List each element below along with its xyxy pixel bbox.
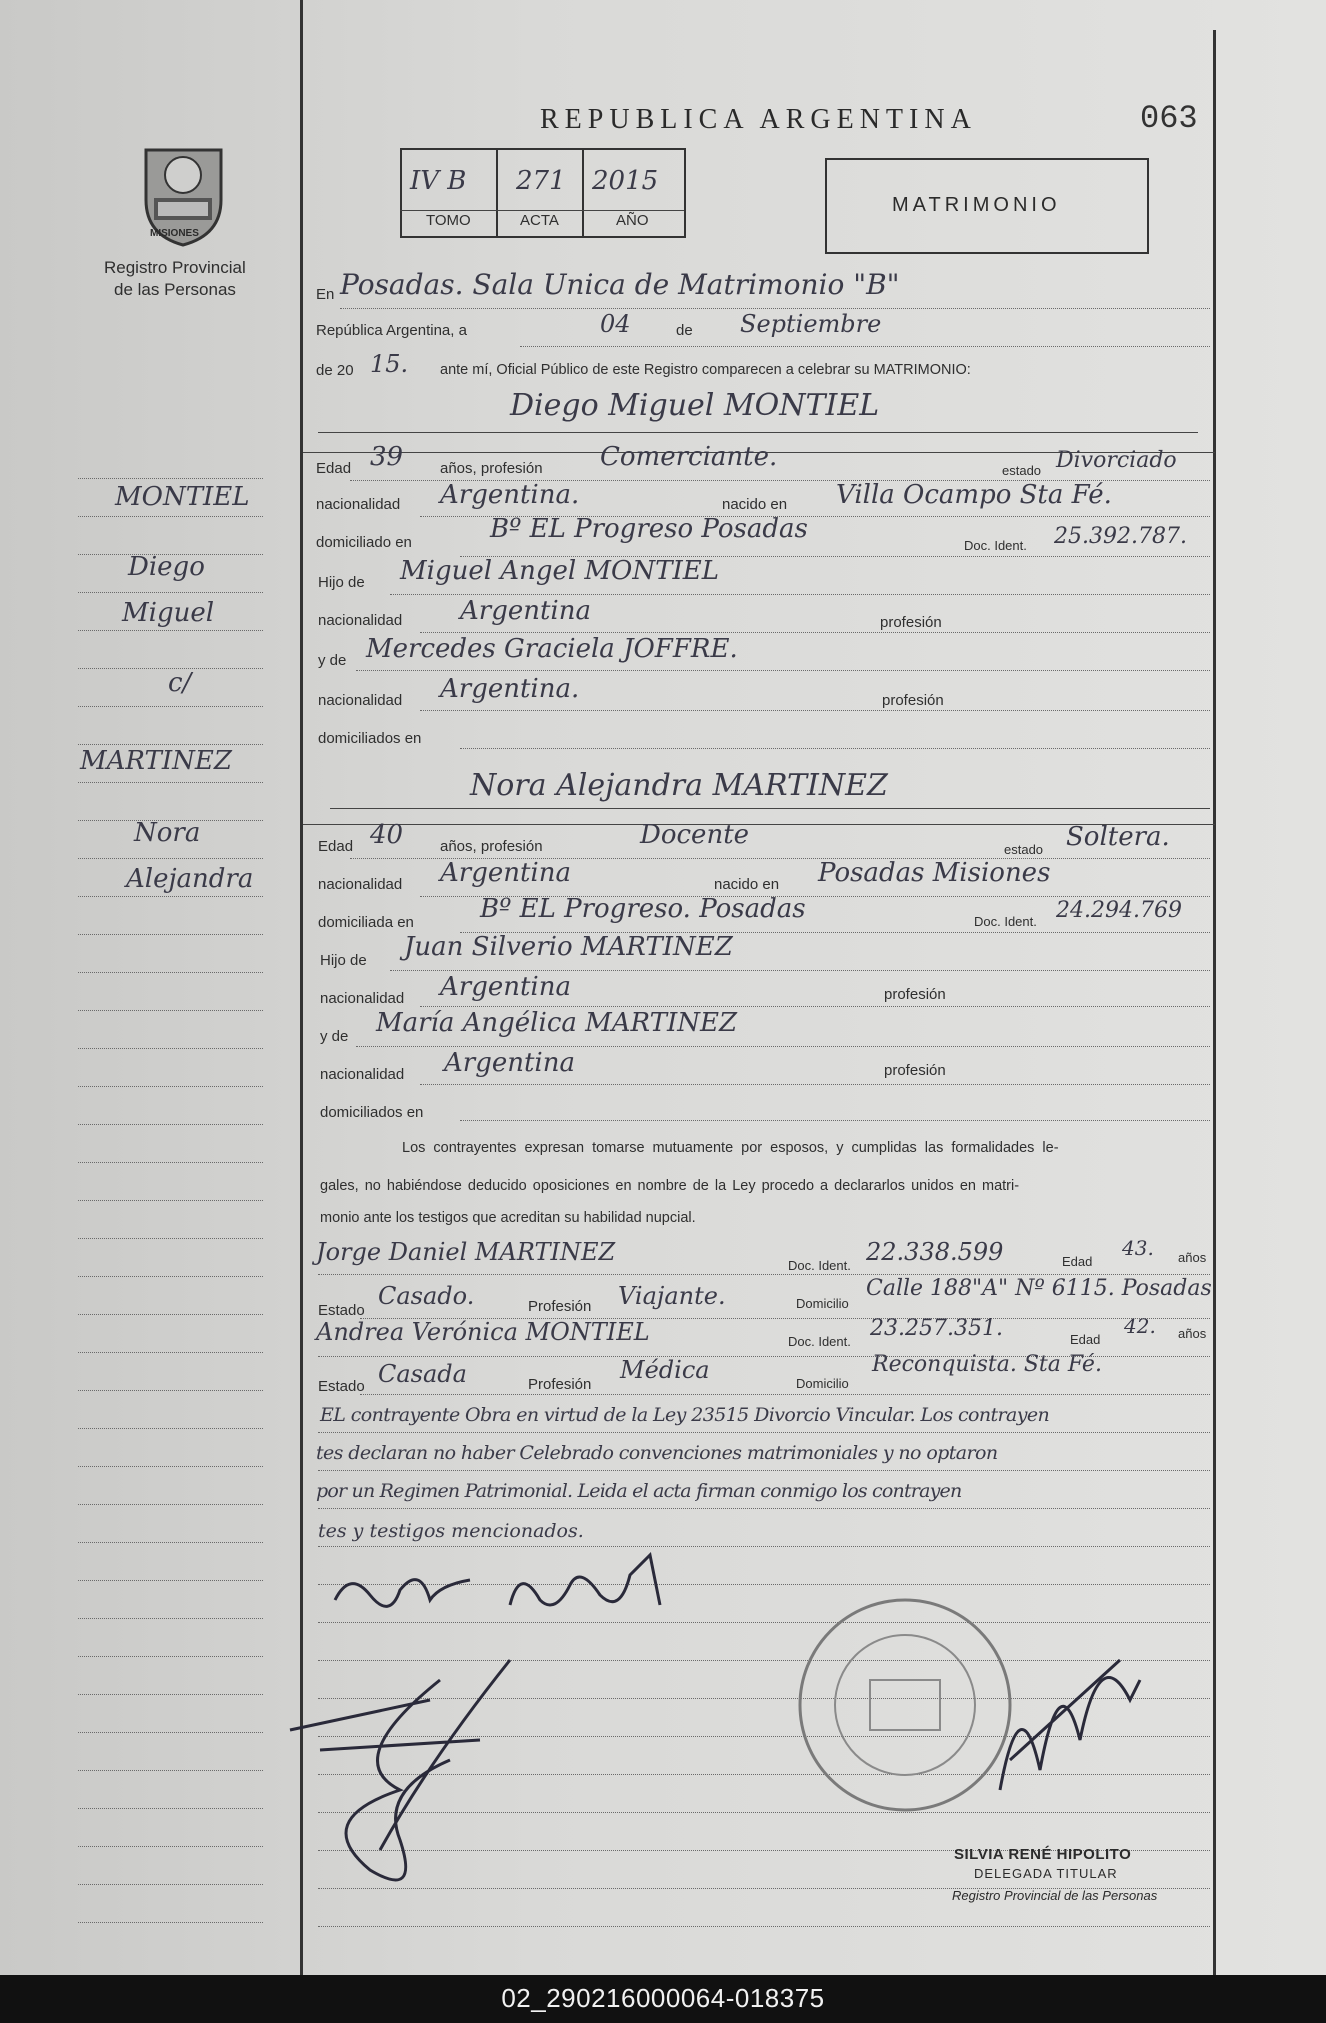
ceremony-place: Posadas. Sala Unica de Matrimonio "B" bbox=[340, 268, 900, 301]
witness-1-name: Jorge Daniel MARTINEZ bbox=[316, 1238, 616, 1266]
bride-doc: 24.294.769 bbox=[1056, 898, 1182, 923]
margin-rule bbox=[78, 592, 263, 593]
book-box-divider-2 bbox=[582, 148, 584, 238]
rule-groom-mother bbox=[356, 670, 1210, 671]
margin-surname-bride: MARTINEZ bbox=[80, 746, 232, 776]
groom-name: Diego Miguel MONTIEL bbox=[510, 388, 880, 423]
groom-domiciliados-label: domiciliados en bbox=[318, 730, 422, 747]
act-type-label: MATRIMONIO bbox=[892, 194, 1061, 216]
rule-bride-mother bbox=[356, 1046, 1210, 1047]
witness-2-domicilio: Reconquista. Sta Fé. bbox=[872, 1352, 1102, 1377]
bride-birthplace: Posadas Misiones bbox=[818, 858, 1051, 888]
margin-rule bbox=[78, 896, 263, 897]
logo-line-2: de las Personas bbox=[114, 280, 236, 299]
margin-rule bbox=[78, 934, 263, 935]
book-box-label-rule bbox=[400, 210, 684, 211]
witness-2-estado: Casada bbox=[378, 1360, 467, 1388]
groom-yde-label: y de bbox=[318, 652, 347, 669]
ano-value: 2015 bbox=[592, 166, 659, 196]
footer-bar bbox=[0, 1975, 1326, 2023]
margin-name-2: Miguel bbox=[122, 598, 215, 628]
right-margin-rule bbox=[1213, 30, 1216, 1975]
margin-rule bbox=[78, 478, 263, 479]
witness-1-estado: Casado. bbox=[378, 1282, 475, 1310]
witness-1-anos-label: años bbox=[1178, 1250, 1207, 1265]
declaration-line-3: monio ante los testigos que acreditan su habilidad nupcial. bbox=[320, 1210, 696, 1226]
margin-rule bbox=[78, 1846, 263, 1847]
bride-mother-nat-label: nacionalidad bbox=[320, 1066, 405, 1083]
bride-estado: Soltera. bbox=[1066, 822, 1170, 852]
margin-rule bbox=[78, 630, 263, 631]
groom-age: 39 bbox=[370, 442, 404, 472]
rule-witness-1 bbox=[318, 1274, 1210, 1275]
witness-2-estado-label: Estado bbox=[318, 1378, 365, 1395]
bride-mother-profesion-label: profesión bbox=[884, 1062, 946, 1079]
bride-profession: Docente bbox=[640, 820, 750, 850]
republica-label: República Argentina, a bbox=[316, 322, 467, 339]
margin-rule bbox=[78, 1884, 263, 1885]
rule-bride-name bbox=[330, 808, 1210, 809]
witness-1-doc: 22.338.599 bbox=[866, 1238, 1004, 1266]
bride-nacionalidad-label: nacionalidad bbox=[318, 876, 403, 893]
rule-groom-father-nat bbox=[420, 632, 1210, 633]
groom-doc: 25.392.787. bbox=[1054, 524, 1187, 549]
bride-hijo-label: Hijo de bbox=[320, 952, 367, 969]
bride-father-nat-label: nacionalidad bbox=[320, 990, 405, 1007]
groom-mother: Mercedes Graciela JOFFRE. bbox=[366, 634, 738, 664]
margin-rule bbox=[78, 972, 263, 973]
witness-2-name: Andrea Verónica MONTIEL bbox=[316, 1318, 650, 1346]
groom-profession: Comerciante. bbox=[600, 442, 778, 472]
bride-domiciliada-label: domiciliada en bbox=[318, 914, 414, 931]
groom-father-profesion-label: profesión bbox=[880, 614, 942, 631]
margin-rule bbox=[78, 1238, 263, 1239]
margin-rule bbox=[78, 516, 263, 517]
signature-witnesses bbox=[280, 1640, 640, 1915]
folio-number: 063 bbox=[1140, 100, 1198, 137]
bride-father-profesion-label: profesión bbox=[884, 986, 946, 1003]
groom-nacido-label: nacido en bbox=[722, 496, 788, 513]
rule-bride-domiciliados bbox=[460, 1120, 1210, 1121]
bride-estado-label: estado bbox=[1004, 842, 1044, 857]
bride-doc-label: Doc. Ident. bbox=[974, 914, 1037, 929]
witness-2-age: 42. bbox=[1124, 1314, 1156, 1338]
witness-1-estado-label: Estado bbox=[318, 1302, 365, 1319]
witness-2-doc: 23.257.351. bbox=[870, 1316, 1003, 1341]
witness-1-domicilio-label: Domicilio bbox=[796, 1296, 849, 1311]
rule-note-4 bbox=[318, 1546, 1210, 1547]
margin-rule bbox=[78, 1656, 263, 1657]
margin-rule bbox=[78, 1428, 263, 1429]
document-code: 02_290216000064-018375 bbox=[501, 1983, 825, 2013]
margin-rule bbox=[78, 706, 263, 707]
margin-surname-groom: MONTIEL bbox=[115, 482, 250, 512]
margin-rule bbox=[78, 1010, 263, 1011]
official-title: DELEGADA TITULAR bbox=[974, 1866, 1118, 1881]
note-line-1: EL contrayente Obra en virtud de la Ley 23515 Divorcio Vincular. Los contrayen bbox=[320, 1404, 1050, 1426]
witness-1-edad-label: Edad bbox=[1062, 1254, 1093, 1269]
groom-edad-label: Edad bbox=[316, 460, 352, 477]
witness-1-doc-label: Doc. Ident. bbox=[788, 1258, 851, 1273]
rule-bride-hijo bbox=[390, 970, 1210, 971]
groom-mother-nat-label: nacionalidad bbox=[318, 692, 403, 709]
logo-line-1: Registro Provincial bbox=[104, 258, 246, 277]
note-line-2: tes declaran no haber Celebrado convenciones matrimoniales y no optaron bbox=[316, 1442, 998, 1464]
witness-1-profesion-label: Profesión bbox=[528, 1298, 592, 1315]
bride-name: Nora Alejandra MARTINEZ bbox=[470, 768, 888, 803]
year-prefix: de 20 bbox=[316, 362, 354, 379]
margin-rule bbox=[78, 1618, 263, 1619]
rule-groom-hijo bbox=[390, 594, 1210, 595]
note-line-4: tes y testigos mencionados. bbox=[318, 1520, 584, 1542]
signature-bride bbox=[500, 1545, 700, 1630]
witness-1-profession: Viajante. bbox=[618, 1282, 726, 1310]
groom-mother-nat: Argentina. bbox=[440, 674, 580, 704]
groom-father: Miguel Angel MONTIEL bbox=[400, 556, 719, 586]
margin-rule bbox=[78, 1580, 263, 1581]
margin-rule bbox=[78, 1162, 263, 1163]
bride-address: Bº EL Progreso. Posadas bbox=[480, 894, 806, 924]
margin-rule bbox=[78, 858, 263, 859]
margin-name-3: Nora bbox=[134, 818, 201, 848]
margin-rule bbox=[78, 1048, 263, 1049]
groom-estado-label: estado bbox=[1002, 463, 1042, 478]
groom-father-nat-label: nacionalidad bbox=[318, 612, 403, 629]
tomo-value: IV B bbox=[410, 166, 467, 196]
groom-mother-profesion-label: profesión bbox=[882, 692, 944, 709]
country-title: REPUBLICA ARGENTINA bbox=[540, 104, 977, 135]
groom-nacionalidad-label: nacionalidad bbox=[316, 496, 401, 513]
bride-nacido-label: nacido en bbox=[714, 876, 780, 893]
book-box-divider-1 bbox=[496, 148, 498, 238]
witness-1-domicilio: Calle 188"A" Nº 6115. Posadas bbox=[866, 1276, 1212, 1301]
rule-bride-mother-nat bbox=[420, 1084, 1210, 1085]
margin-rule bbox=[78, 744, 263, 745]
acta-value: 271 bbox=[516, 166, 566, 196]
ceremony-year-suffix: 15. bbox=[370, 350, 409, 378]
signature-rule bbox=[318, 1926, 1210, 1927]
bride-yde-label: y de bbox=[320, 1028, 349, 1045]
bride-edad-label: Edad bbox=[318, 838, 354, 855]
bride-anos-profesion-label: años, profesión bbox=[440, 838, 543, 855]
groom-estado: Divorciado bbox=[1056, 448, 1177, 473]
rule-witness-2b bbox=[360, 1394, 1210, 1395]
rule-note-1 bbox=[318, 1432, 1210, 1433]
margin-rule bbox=[78, 1124, 263, 1125]
margin-rule bbox=[78, 1694, 263, 1695]
margin-rule bbox=[78, 1086, 263, 1087]
groom-address: Bº EL Progreso Posadas bbox=[490, 514, 808, 544]
rule-groom-mother-nat bbox=[420, 710, 1210, 711]
margin-rule bbox=[78, 1276, 263, 1277]
rule-place bbox=[340, 308, 1210, 309]
margin-rule bbox=[78, 1504, 263, 1505]
bride-mother-nat: Argentina bbox=[444, 1048, 575, 1078]
rule-bride-father-nat bbox=[420, 1006, 1210, 1007]
margin-name-4: Alejandra bbox=[126, 864, 254, 894]
en-label: En bbox=[316, 286, 335, 303]
ante-text: ante mí, Oficial Público de este Registro comparecen a celebrar su MATRIMONIO: bbox=[440, 362, 971, 378]
groom-anos-profesion-label: años, profesión bbox=[440, 460, 543, 477]
rule-note-3 bbox=[318, 1508, 1210, 1509]
groom-birthplace: Villa Ocampo Sta Fé. bbox=[836, 480, 1112, 510]
official-name: SILVIA RENÉ HIPOLITO bbox=[954, 1846, 1132, 1863]
witness-1-age: 43. bbox=[1122, 1236, 1154, 1260]
official-office: Registro Provincial de las Personas bbox=[952, 1888, 1158, 1903]
bride-mother: María Angélica MARTINEZ bbox=[376, 1008, 738, 1038]
margin-rule bbox=[78, 1200, 263, 1201]
margin-rule bbox=[78, 1352, 263, 1353]
groom-father-nat: Argentina bbox=[460, 596, 591, 626]
rule-groom-name bbox=[318, 432, 1198, 433]
witness-2-anos-label: años bbox=[1178, 1326, 1207, 1341]
tomo-label: TOMO bbox=[426, 212, 471, 229]
de-label: de bbox=[676, 322, 693, 339]
signature-official bbox=[980, 1620, 1160, 1825]
margin-rule bbox=[78, 1732, 263, 1733]
acta-label: ACTA bbox=[520, 212, 559, 229]
margin-name-1: Diego bbox=[128, 552, 205, 582]
bride-father-nat: Argentina bbox=[440, 972, 571, 1002]
rule-groom-domiciliados bbox=[460, 748, 1210, 749]
witness-2-profesion-label: Profesión bbox=[528, 1376, 592, 1393]
margin-rule bbox=[78, 1770, 263, 1771]
declaration-line-1: Los contrayentes expresan tomarse mutuamente por esposos, y cumplidas las formalidades le- bbox=[402, 1140, 1059, 1156]
signature-groom bbox=[330, 1560, 500, 1625]
margin-rule bbox=[78, 782, 263, 783]
witness-2-profession: Médica bbox=[620, 1356, 710, 1384]
ano-label: AÑO bbox=[616, 212, 649, 229]
rule-note-2 bbox=[318, 1470, 1210, 1471]
ceremony-day: 04 bbox=[600, 310, 631, 338]
witness-2-edad-label: Edad bbox=[1070, 1332, 1101, 1347]
margin-rule bbox=[78, 1542, 263, 1543]
declaration-line-2: gales, no habiéndose deducido oposiciones en nombre de la Ley procedo a declararlos unidos en matri- bbox=[320, 1178, 1020, 1194]
margin-rule bbox=[78, 1314, 263, 1315]
groom-domiciliado-label: domiciliado en bbox=[316, 534, 412, 551]
logo-seal-text: MISIONES bbox=[150, 228, 199, 239]
margin-rule bbox=[78, 1466, 263, 1467]
margin-rule bbox=[78, 1922, 263, 1923]
margin-rule bbox=[78, 1390, 263, 1391]
rule-date bbox=[520, 346, 1210, 347]
groom-hijo-label: Hijo de bbox=[318, 574, 365, 591]
witness-2-doc-label: Doc. Ident. bbox=[788, 1334, 851, 1349]
groom-doc-label: Doc. Ident. bbox=[964, 538, 1027, 553]
bride-age: 40 bbox=[370, 820, 404, 850]
bride-domiciliados-label: domiciliados en bbox=[320, 1104, 424, 1121]
margin-conjunction: c/ bbox=[168, 668, 192, 698]
margin-rule bbox=[78, 1808, 263, 1809]
ceremony-month: Septiembre bbox=[740, 310, 882, 338]
bride-nationality: Argentina bbox=[440, 858, 571, 888]
groom-nationality: Argentina. bbox=[440, 480, 580, 510]
witness-2-domicilio-label: Domicilio bbox=[796, 1376, 849, 1391]
note-line-3: por un Regimen Patrimonial. Leida el acta firman conmigo los contrayen bbox=[316, 1480, 962, 1502]
bride-father: Juan Silverio MARTINEZ bbox=[404, 932, 733, 962]
